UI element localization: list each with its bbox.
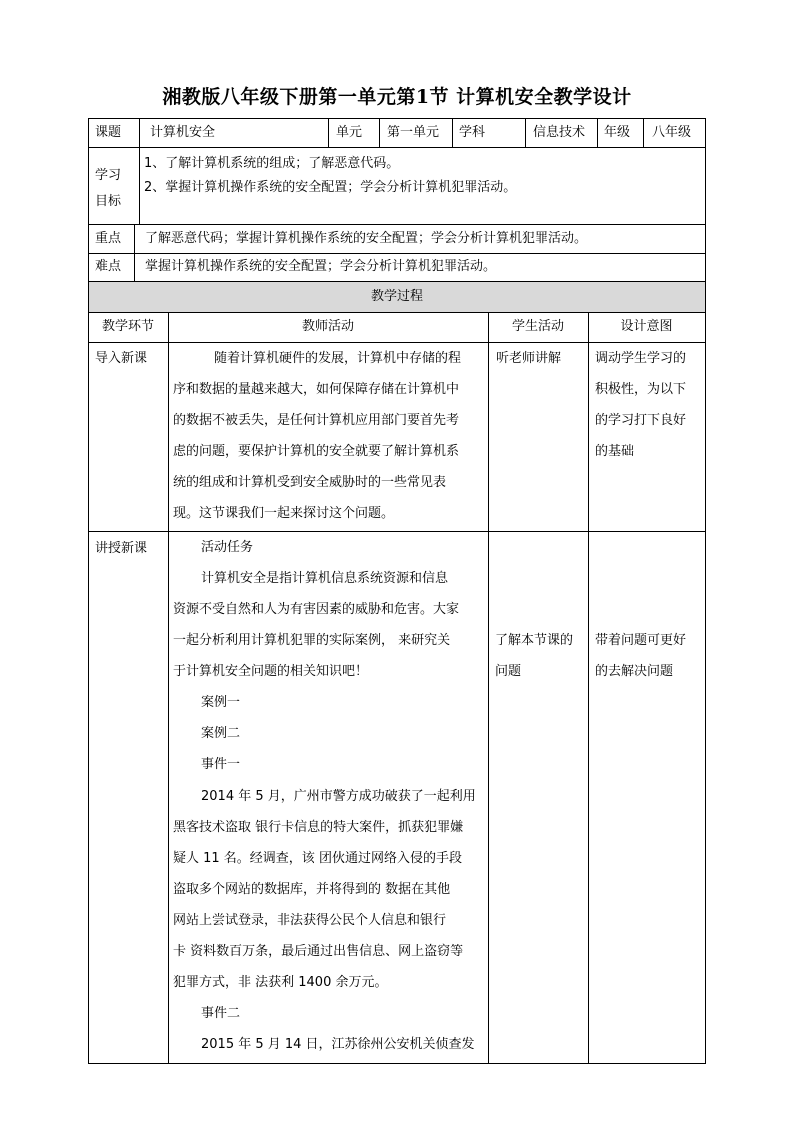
intro-teacher-line: 统的组成和计算机受到安全威胁时的一些常见表 (173, 475, 447, 490)
key-points-label: 重点 (95, 231, 122, 246)
difficult-points-label: 难点 (95, 259, 122, 274)
subject-value: 信息技术 (533, 125, 586, 140)
table-border (88, 147, 706, 148)
table-border (705, 118, 706, 1064)
table-border (88, 253, 706, 254)
new-lesson-teacher-line: 疑人 11 名。经调查，该 团伙通过网络入侵的手段 (173, 851, 462, 866)
table-border (168, 312, 169, 1064)
table-border (134, 253, 135, 281)
lesson-label: 课题 (95, 125, 122, 140)
intro-student: 听老师讲解 (496, 351, 562, 366)
table-border (379, 118, 380, 147)
table-border (134, 224, 135, 253)
goals-label: 目标 (95, 194, 122, 209)
new-lesson-teacher-line: 事件一 (201, 757, 241, 772)
new-lesson-teacher-line: 卡 资料数百万条，最后通过出售信息、网上盗窃等 (173, 944, 464, 959)
new-lesson-teacher-line: 资源不受自然和人为有害因素的威胁和危害。大家 (173, 602, 460, 617)
goals-label: 学习 (95, 168, 122, 183)
key-points-value: 了解恶意代码；掌握计算机操作系统的安全配置；学会分析计算机犯罪活动。 (145, 231, 588, 246)
new-lesson-teacher-line: 盗取多个网站的数据库，并将得到的 数据在其他 (173, 882, 451, 897)
table-border (643, 118, 644, 147)
table-border (88, 118, 706, 119)
table-border (452, 118, 453, 147)
new-lesson-teacher-line: 于计算机安全问题的相关知识吧！ (173, 664, 369, 679)
new-lesson-intent-line: 带着问题可更好 (595, 633, 687, 648)
table-border (488, 312, 489, 1064)
table-border (88, 224, 706, 225)
subject-label: 学科 (459, 125, 486, 140)
intro-intent-line: 调动学生学习的 (595, 351, 687, 366)
new-lesson-teacher-line: 2014 年 5 月，广州市警方成功破获了一起利用 (201, 789, 476, 804)
lesson-value: 计算机安全 (150, 125, 216, 140)
table-border (88, 1063, 706, 1064)
new-lesson-teacher-line: 案例一 (201, 695, 241, 710)
new-lesson-teacher-line: 计算机安全是指计算机信息系统资源和信息 (201, 571, 449, 586)
process-heading: 教学过程 (370, 289, 423, 304)
new-lesson-teacher-line: 案例二 (201, 726, 241, 741)
column-header-student: 学生活动 (511, 319, 564, 334)
intro-intent-line: 的学习打下良好 (595, 413, 687, 428)
new-lesson-teacher-line: 犯罪方式，非 法获利 1400 余万元。 (173, 975, 388, 990)
new-lesson-intent-line: 的去解决问题 (595, 664, 674, 679)
new-lesson-teacher-line: 黑客技术盗取 银行卡信息的特大案件，抓获犯罪嫌 (173, 820, 464, 835)
table-border (88, 281, 706, 282)
intro-intent-line: 的基础 (595, 444, 635, 459)
table-border (139, 118, 140, 147)
intro-teacher-line: 现。这节课我们一起来探讨这个问题。 (173, 506, 395, 521)
intro-intent-line: 积极性，为以下 (595, 382, 687, 397)
goal-item: 2、掌握计算机操作系统的安全配置；学会分析计算机犯罪活动。 (144, 180, 517, 195)
intro-teacher-line: 序和数据的量越来越大，如何保障存储在计算机中 (173, 382, 460, 397)
new-lesson-teacher-line: 活动任务 (201, 540, 254, 555)
new-lesson-teacher-line: 网站上尝试登录，非法获得公民个人信息和银行 (173, 913, 447, 928)
intro-teacher-line: 随着计算机硬件的发展，计算机中存储的程 (214, 351, 462, 366)
new-lesson-teacher-line: 事件二 (201, 1006, 241, 1021)
table-border (88, 118, 89, 1064)
table-border (88, 531, 706, 532)
intro-stage: 导入新课 (95, 351, 148, 366)
page-title: 湘教版八年级下册第一单元第1节 计算机安全教学设计 (162, 86, 632, 108)
column-header-stage: 教学环节 (101, 319, 154, 334)
new-lesson-student-line: 问题 (495, 664, 522, 679)
table-border (88, 312, 706, 313)
table-border (588, 312, 589, 1064)
new-lesson-student-line: 了解本节课的 (495, 633, 574, 648)
column-header-intent: 设计意图 (620, 319, 673, 334)
grade-label: 年级 (604, 125, 631, 140)
unit-value: 第一单元 (387, 125, 440, 140)
new-lesson-stage: 讲授新课 (95, 541, 148, 556)
difficult-points-value: 掌握计算机操作系统的安全配置；学会分析计算机犯罪活动。 (145, 259, 497, 274)
table-border (597, 118, 598, 147)
goal-item: 1、了解计算机系统的组成；了解恶意代码。 (144, 156, 400, 171)
table-border (525, 118, 526, 147)
table-border (328, 118, 329, 147)
intro-teacher-line: 虑的问题，要保护计算机的安全就要了解计算机系 (173, 444, 460, 459)
table-border (139, 147, 140, 224)
unit-label: 单元 (336, 125, 363, 140)
intro-teacher-line: 的数据不被丢失，是任何计算机应用部门要首先考 (173, 413, 460, 428)
grade-value: 八年级 (652, 125, 692, 140)
new-lesson-teacher-line: 一起分析利用计算机犯罪的实际案例， 来研究关 (173, 633, 451, 648)
column-header-teacher: 教师活动 (301, 319, 354, 334)
new-lesson-teacher-line: 2015 年 5 月 14 日，江苏徐州公安机关侦查发 (201, 1037, 475, 1052)
